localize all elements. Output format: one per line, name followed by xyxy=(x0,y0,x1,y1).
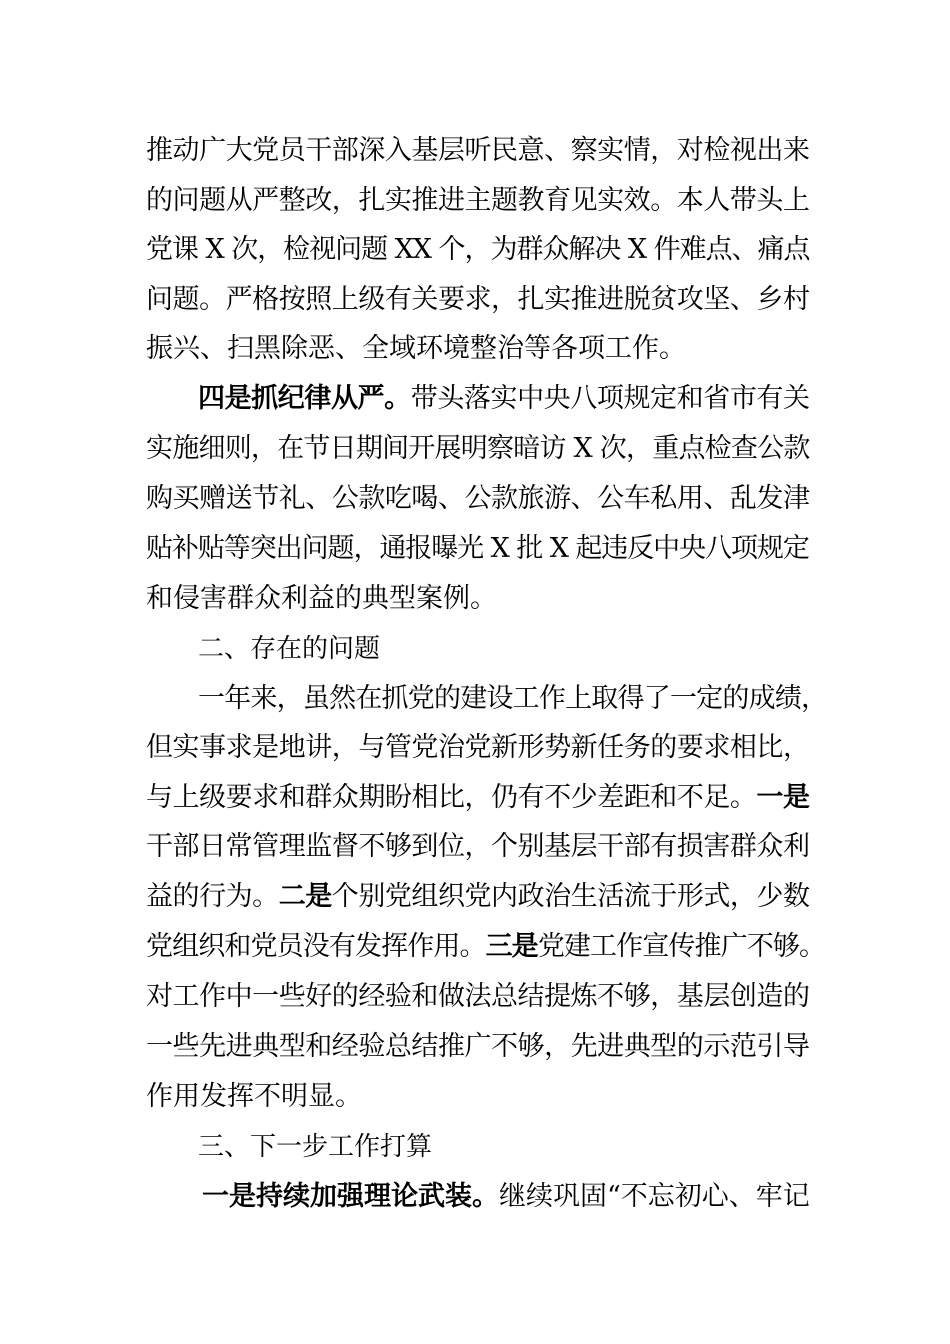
text-line xyxy=(146,126,810,176)
text-segment: 推动广大党员干部深入基层听民意、察实情，对检视出来 xyxy=(146,135,810,166)
text-segment: 贴补贴等突出问题，通报曝光 X 批 X 起违反中央八项规定 xyxy=(146,533,809,564)
text-line xyxy=(146,225,810,275)
text-line xyxy=(198,674,828,724)
text-segment: 党建工作宣传推广不够。 xyxy=(537,931,826,962)
text-segment: 的问题从严整改，扎实推进主题教育见实效。本人带头上 xyxy=(146,185,810,216)
text-segment: 但实事求是地讲，与管党治党新形势新任务的要求相比， xyxy=(146,732,810,763)
text-segment: 党课 X 次，检视问题 XX 个，为群众解决 X 件难点、痛点 xyxy=(146,234,810,265)
text-segment: 党组织和党员没有发挥作用。 xyxy=(146,931,486,962)
text-segment: 与上级要求和群众期盼相比，仍有不少差距和不足。 xyxy=(146,782,757,813)
text-segment: 带头落实中央八项规定和省市有关 xyxy=(410,383,810,414)
text-line xyxy=(146,922,826,972)
text-segment: 一些先进典型和经验总结推广不够，先进典型的示范引导 xyxy=(146,1031,810,1062)
text-segment: 实施细则，在节日期间开展明察暗访 X 次，重点检查公款 xyxy=(146,433,810,464)
bold-segment: 一是持续加强理论武装。 xyxy=(202,1181,499,1212)
section-heading xyxy=(198,1122,810,1172)
text-segment: 作用发挥不明显。 xyxy=(146,1081,362,1112)
text-segment: 继续巩固“不忘初心、牢记 xyxy=(499,1181,810,1212)
text-line xyxy=(202,1172,810,1222)
text-segment: 益的行为。 xyxy=(146,881,279,912)
text-line xyxy=(198,374,810,424)
bold-segment: 一是 xyxy=(756,782,810,813)
text-line xyxy=(146,275,810,325)
text-segment: 二、存在的问题 xyxy=(198,634,381,664)
text-line xyxy=(146,474,810,524)
text-line xyxy=(146,324,810,374)
text-segment: 干部日常管理监督不够到位，个别基层干部有损害群众利 xyxy=(146,831,810,862)
text-line xyxy=(146,723,810,773)
text-line xyxy=(146,773,810,823)
text-segment: 对工作中一些好的经验和做法总结提炼不够，基层创造的 xyxy=(146,981,810,1012)
bold-segment: 四是抓纪律从严。 xyxy=(198,383,411,414)
text-line xyxy=(146,1072,810,1122)
section-heading xyxy=(198,624,810,674)
text-line xyxy=(146,424,810,474)
text-segment: 和侵害群众利益的典型案例。 xyxy=(146,583,497,614)
bold-segment: 三是 xyxy=(485,931,538,962)
text-segment: 三、下一步工作打算 xyxy=(198,1132,433,1162)
text-segment: 振兴、扫黑除恶、全域环境整治等各项工作。 xyxy=(146,333,686,364)
text-line xyxy=(146,972,810,1022)
text-segment: 一年来，虽然在抓党的建设工作上取得了一定的成绩， xyxy=(198,683,828,714)
text-segment: 问题。严格按照上级有关要求，扎实推进脱贫攻坚、乡村 xyxy=(146,284,810,315)
text-line xyxy=(146,574,810,624)
text-line xyxy=(146,176,810,226)
bold-segment: 二是 xyxy=(278,881,332,912)
text-line xyxy=(146,524,810,574)
text-segment: 购买赠送节礼、公款吃喝、公款旅游、公车私用、乱发津 xyxy=(146,483,810,514)
text-segment: 个别党组织党内政治生活流于形式，少数 xyxy=(331,881,810,912)
text-line xyxy=(146,872,810,922)
text-line xyxy=(146,822,810,872)
text-line xyxy=(146,1022,810,1072)
